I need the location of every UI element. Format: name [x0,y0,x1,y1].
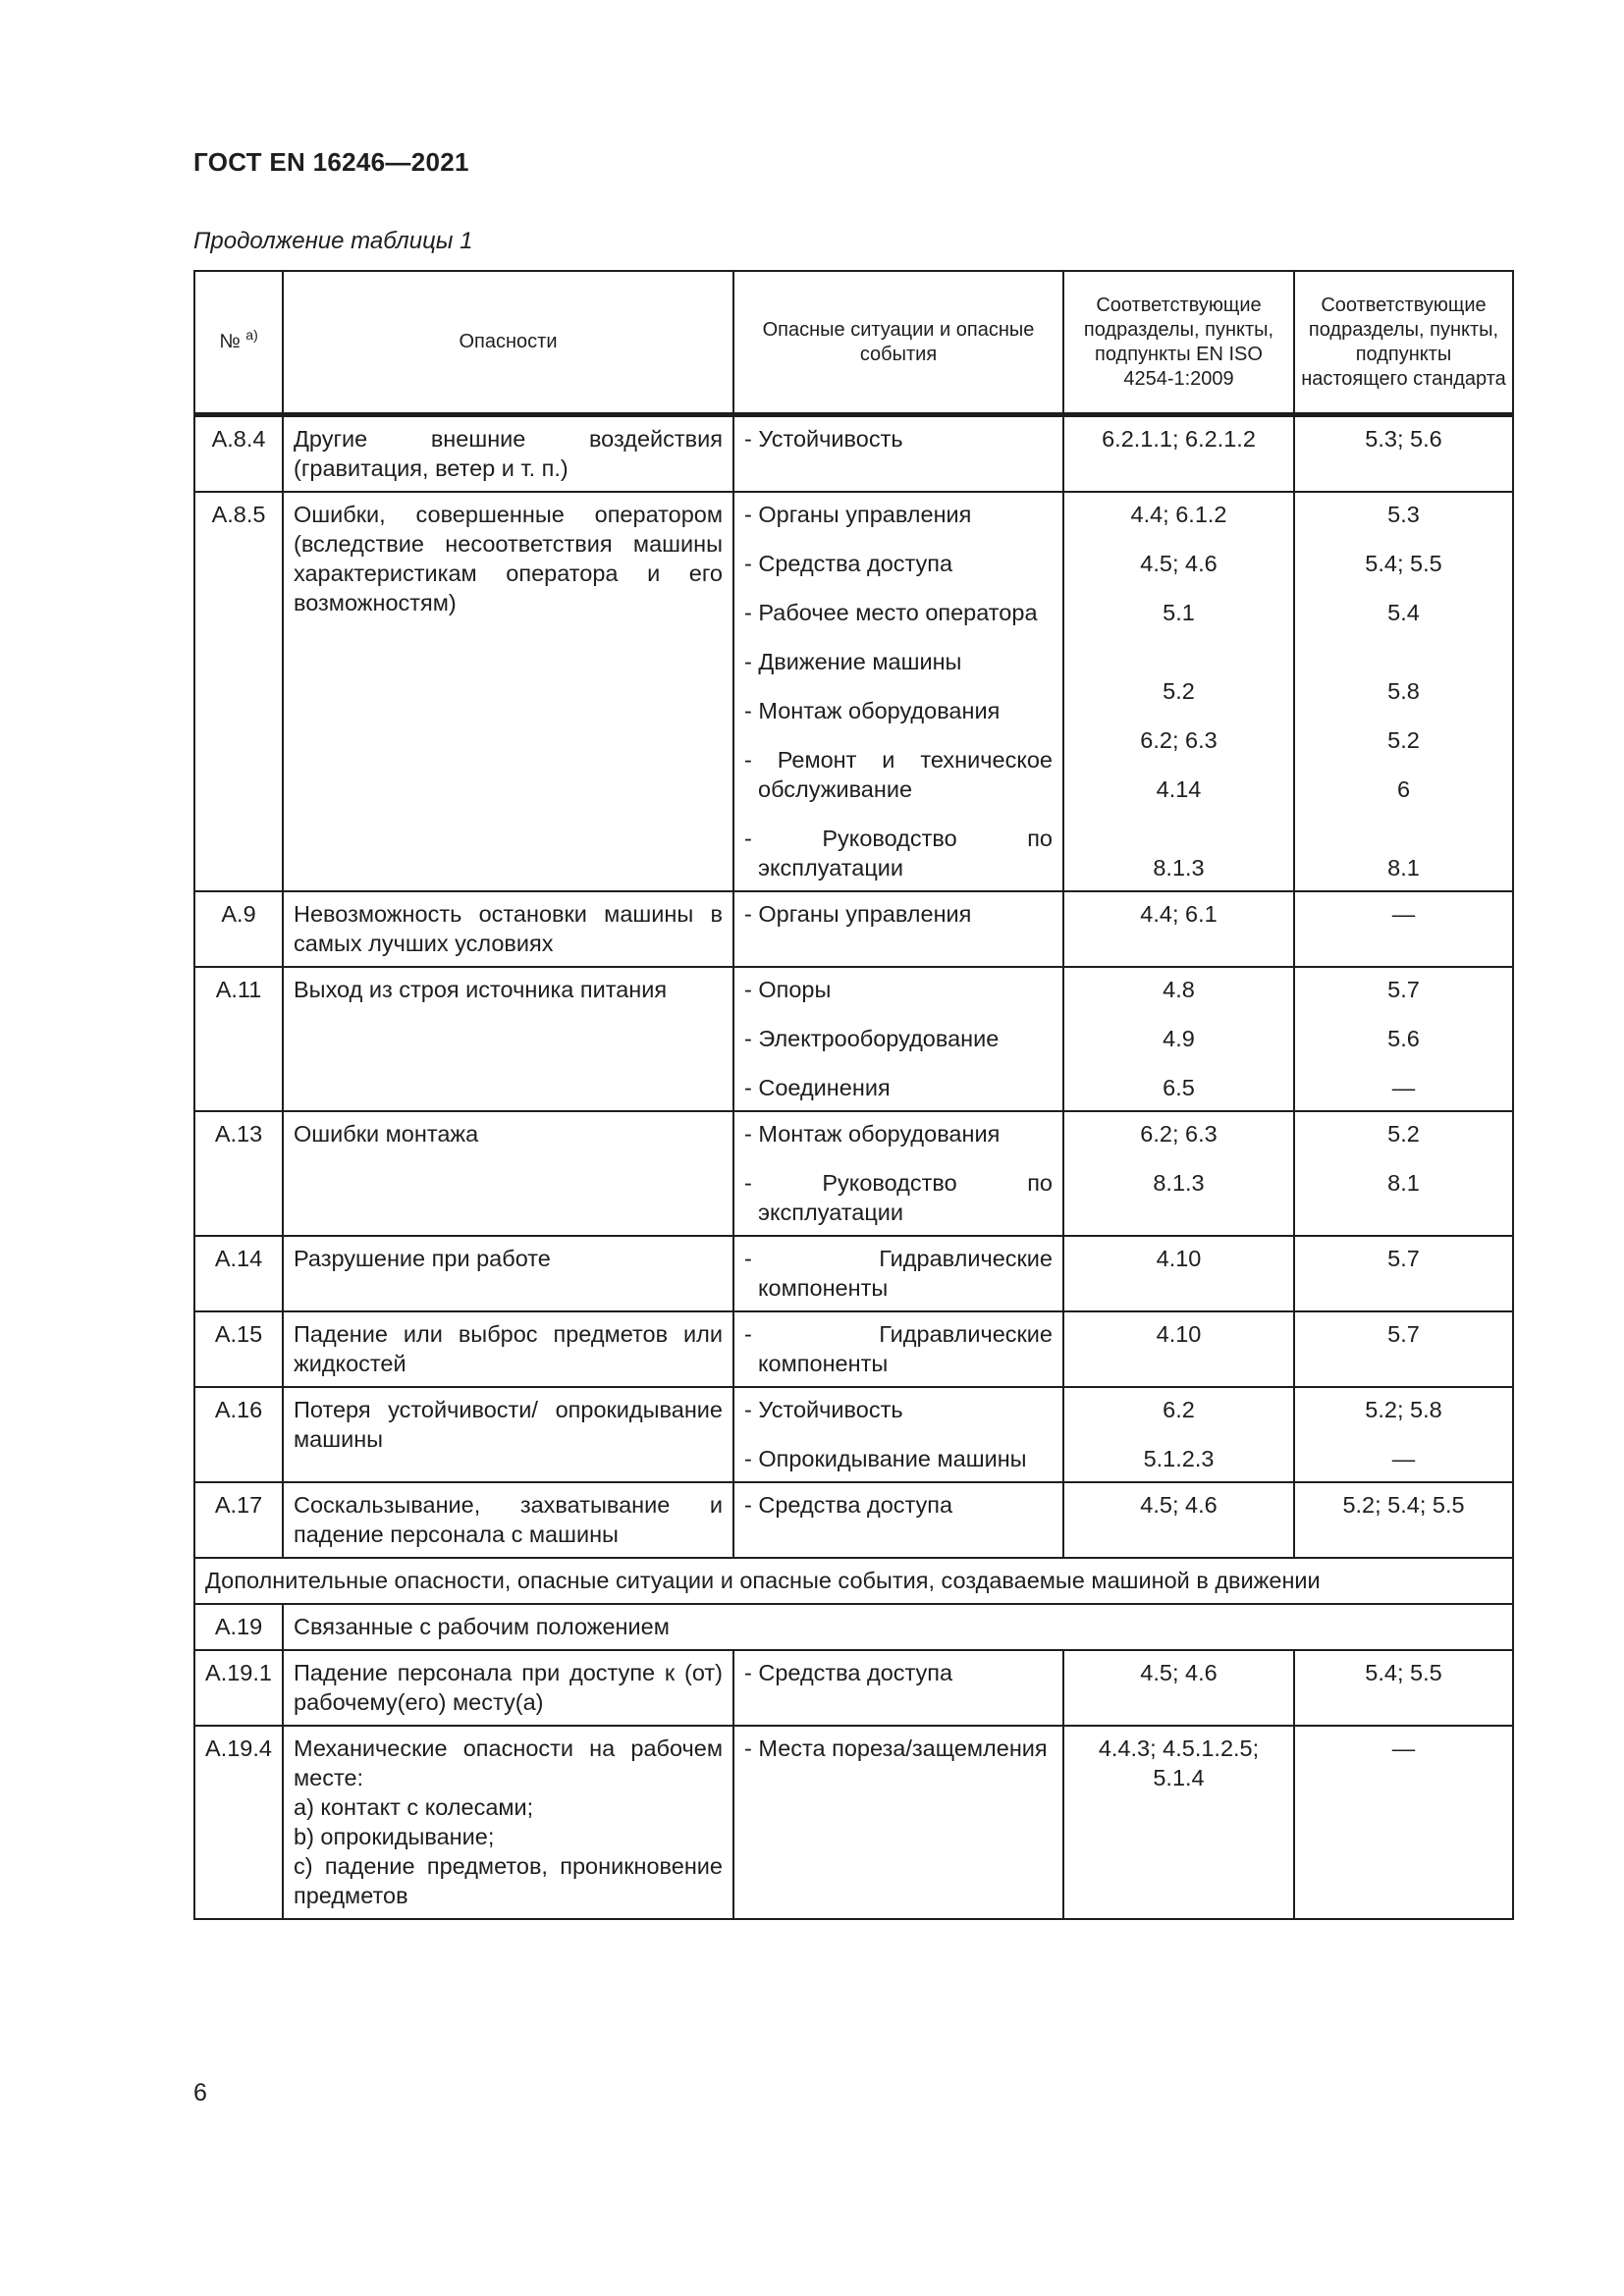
row-number: A.19.4 [194,1726,283,1919]
column-header-hazards: Опасности [283,271,733,415]
situation-cell: - Монтаж оборудования - Руководство по эксплуатации [733,1111,1063,1236]
hazard-cell: Другие внешние воздействия (гравитация, ветер и т. п.) [283,415,733,493]
iso-ref-cell: 4.10 [1063,1311,1294,1387]
iso-ref-cell: 4.4.3; 4.5.1.2.5; 5.1.4 [1063,1726,1294,1919]
row-number: A.13 [194,1111,283,1236]
iso-ref-cell: 6.2.1.1; 6.2.1.2 [1063,415,1294,493]
hazard-cell: Соскальзывание, захватывание и падение персонала с машины [283,1482,733,1558]
table-row [194,891,1513,967]
situation-cell: - Гидравлические компоненты [733,1236,1063,1311]
hazard-cell: Разрушение при работе [283,1236,733,1311]
standard-ref-cell: 5.2; 5.4; 5.5 [1294,1482,1513,1558]
situation-cell: - Места пореза/защемления [733,1726,1063,1919]
standard-ref-cell: 5.7 [1294,1311,1513,1387]
row-number: A.8.5 [194,492,283,891]
hazard-cell: Невозможность остановки машины в самых лучших условиях [283,891,733,967]
table-row [194,1311,1513,1387]
standard-ref-cell: 5.2; 5.8 — [1294,1387,1513,1482]
iso-ref-cell: 6.2 5.1.2.3 [1063,1387,1294,1482]
row-number: A.15 [194,1311,283,1387]
situation-cell: - Средства доступа [733,1650,1063,1726]
section-heading-row [194,1558,1513,1604]
table-row [194,1482,1513,1558]
iso-ref-cell: 4.8 4.9 6.5 [1063,967,1294,1111]
standard-ref-cell: — [1294,1726,1513,1919]
table-row [194,1111,1513,1236]
situation-cell: - Органы управления [733,891,1063,967]
table-header-row [194,271,1513,415]
hazard-cell: Ошибки, совершенные оператором (вследствие несоответствия машины характеристикам оператора и его возможностям) [283,492,733,891]
table-row [194,1650,1513,1726]
standard-ref-cell: 5.7 [1294,1236,1513,1311]
standard-ref-cell: 5.3 5.4; 5.5 5.4 5.8 5.2 6 8.1 [1294,492,1513,891]
table-row [194,1236,1513,1311]
section-heading: Дополнительные опасности, опасные ситуации и опасные события, создаваемые машиной в движении [194,1558,1513,1604]
table-row [194,1726,1513,1919]
table-caption: Продолжение таблицы 1 [193,228,473,254]
standard-ref-cell: 5.3; 5.6 [1294,415,1513,493]
row-number: A.9 [194,891,283,967]
iso-ref-cell: 4.4; 6.1 [1063,891,1294,967]
column-header-number: № $^{а)}$ [194,271,283,415]
iso-ref-cell: 4.5; 4.6 [1063,1482,1294,1558]
standard-ref-cell: — [1294,891,1513,967]
row-number: A.19.1 [194,1650,283,1726]
hazard-group-cell: Связанные с рабочим положением [283,1604,1513,1650]
column-header-standard-refs: Соответствующие подразделы, пункты, подпункты настоящего стандарта [1294,271,1513,415]
iso-ref-cell: 4.5; 4.6 [1063,1650,1294,1726]
table-row [194,1387,1513,1482]
row-number: A.19 [194,1604,283,1650]
hazards-table [193,270,1514,1920]
hazard-cell: Ошибки монтажа [283,1111,733,1236]
hazard-cell: Падение персонала при доступе к (от) рабочему(его) месту(а) [283,1650,733,1726]
situation-cell: - Гидравлические компоненты [733,1311,1063,1387]
table-row [194,967,1513,1111]
hazard-cell: Механические опасности на рабочем месте: a) контакт с колесами; b) опрокидывание; c) падение предметов, проникновение предметов [283,1726,733,1919]
row-number: A.11 [194,967,283,1111]
table-row [194,415,1513,493]
table-row [194,492,1513,891]
footnote-marker: а) [245,327,258,343]
situation-cell: - Опоры - Электрооборудование - Соединения [733,967,1063,1111]
iso-ref-cell: 4.10 [1063,1236,1294,1311]
column-header-iso-refs: Соответствующие подразделы, пункты, подпункты EN ISO 4254-1:2009 [1063,271,1294,415]
iso-ref-cell: 6.2; 6.3 8.1.3 [1063,1111,1294,1236]
hazard-cell: Выход из строя источника питания [283,967,733,1111]
standard-ref-cell: 5.7 5.6 — [1294,967,1513,1111]
situation-cell: - Средства доступа [733,1482,1063,1558]
iso-ref-cell: 4.4; 6.1.2 4.5; 4.6 5.1 5.2 6.2; 6.3 4.14 8.1.3 [1063,492,1294,891]
hazard-cell: Потеря устойчивости/ опрокидывание машины [283,1387,733,1482]
row-number: A.16 [194,1387,283,1482]
row-number: A.14 [194,1236,283,1311]
situation-cell: - Органы управления - Средства доступа - Рабочее место оператора - Движение машины - Монтаж оборудования - Ремонт и техническое обслуживание - Руководство по эксплуатации [733,492,1063,891]
situation-cell: - Устойчивость - Опрокидывание машины [733,1387,1063,1482]
page-number: 6 [193,2079,207,2107]
table-row [194,1604,1513,1650]
row-number: A.8.4 [194,415,283,493]
standard-ref-cell: 5.4; 5.5 [1294,1650,1513,1726]
row-number: A.17 [194,1482,283,1558]
document-code: ГОСТ EN 16246—2021 [193,147,469,177]
standard-ref-cell: 5.2 8.1 [1294,1111,1513,1236]
situation-cell: - Устойчивость [733,415,1063,493]
hazard-cell: Падение или выброс предметов или жидкостей [283,1311,733,1387]
column-header-situations: Опасные ситуации и опасные события [733,271,1063,415]
